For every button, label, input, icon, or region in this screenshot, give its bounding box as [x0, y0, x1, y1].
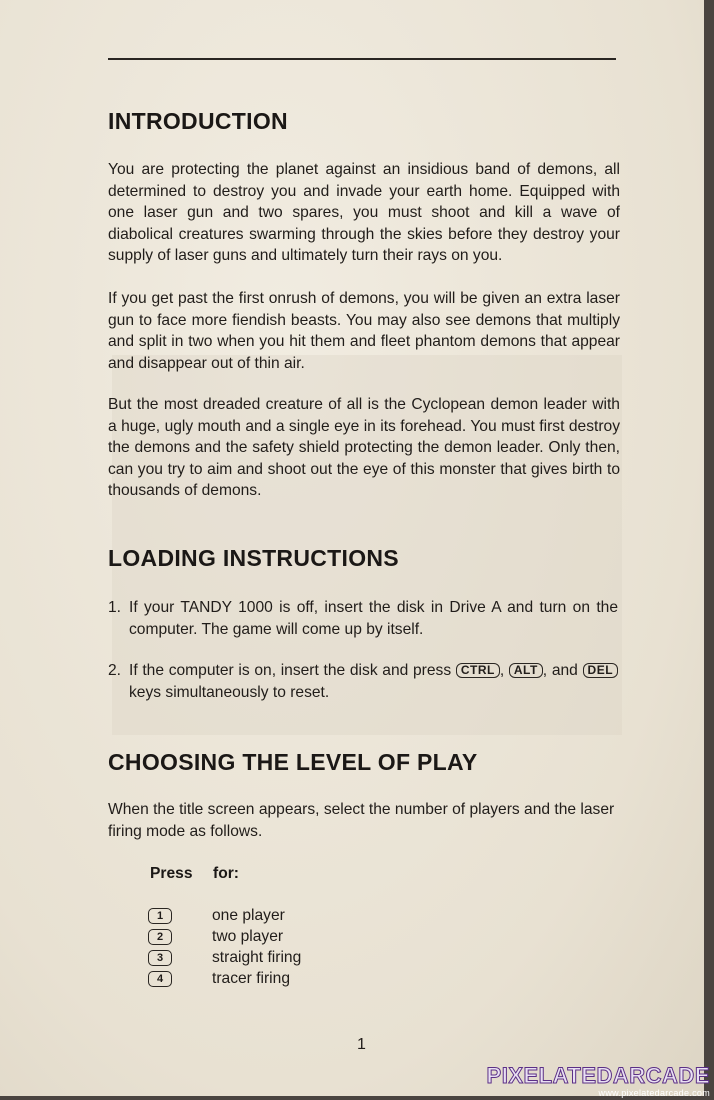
- column-for: for:: [213, 865, 239, 882]
- key-3-icon: 3: [148, 950, 172, 966]
- option-label: one player: [212, 907, 285, 924]
- introduction-heading-wrap: [108, 108, 620, 135]
- intro-paragraph-1-wrap: [108, 159, 620, 267]
- level-intro: When the title screen appears, select the number of players and the laser firing mode as follows.: [108, 801, 615, 840]
- watermark-brand: PIXELATEDARCADE: [486, 1063, 710, 1088]
- intro-paragraph-3: But the most dreaded creature of all is the Cyclopean demon leader with a huge, ugly mouth and a single eye in its forehead. You must first destroy the demons and the safety shield protecting the demon leader. Only then, can you try to aim and shoot out the eye of this monster that gives birth to thousands of demons.: [108, 396, 620, 500]
- intro-paragraph-2: If you get past the first onrush of demons, you will be given an extra laser gun to face more fiendish beasts. You may also see demons that multiply and split in two when you hit them and fleet phantom demons that appear and disappear out of thin air.: [108, 290, 620, 372]
- introduction-heading: INTRODUCTION: [108, 108, 288, 134]
- key-4-icon: 4: [148, 971, 172, 987]
- separator: , and: [542, 662, 583, 679]
- loading-heading: LOADING INSTRUCTIONS: [108, 545, 399, 571]
- step-2-text-before: If the computer is on, insert the disk and press: [129, 662, 456, 679]
- loading-heading-wrap: [108, 545, 620, 572]
- level-heading: CHOOSING THE LEVEL OF PLAY: [108, 749, 478, 775]
- option-label: two player: [212, 928, 284, 945]
- step-number: 1.: [108, 599, 122, 616]
- step-2-text-after: keys simultaneously to reset.: [129, 683, 330, 701]
- level-heading-wrap: [108, 749, 620, 776]
- option-label: straight firing: [212, 949, 302, 966]
- column-press: Press: [150, 865, 193, 882]
- alt-key-icon: ALT: [509, 663, 543, 678]
- key-2-icon: 2: [148, 929, 172, 945]
- page-number: 1: [357, 1036, 366, 1053]
- intro-paragraph-3-wrap: [108, 394, 620, 502]
- top-rule: [108, 58, 616, 60]
- intro-paragraph-2-wrap: [108, 288, 620, 374]
- loading-step-2: [108, 660, 618, 703]
- key-1-icon: 1: [148, 908, 172, 924]
- level-intro-wrap: [108, 799, 620, 842]
- option-label: tracer firing: [212, 970, 290, 987]
- del-key-icon: DEL: [583, 663, 619, 678]
- step-number: 2.: [108, 662, 122, 679]
- step-text: If your TANDY 1000 is off, insert the disk in Drive A and turn on the computer. The game will come up by itself.: [129, 599, 618, 638]
- watermark: [487, 1064, 710, 1098]
- ctrl-key-icon: CTRL: [456, 663, 500, 678]
- watermark-url: www.pixelatedarcade.com: [598, 1088, 710, 1098]
- intro-paragraph-1: You are protecting the planet against an insidious band of demons, all determined to destroy you and invade your earth home. Equipped with one laser gun and two spares, you must shoot and kill a wave of diabolical creatures swarming through the skies before they destroy your supply of laser guns and ultimately turn their rays on you.: [108, 161, 620, 265]
- loading-step-1: [108, 597, 618, 640]
- step-text: [129, 660, 618, 703]
- separator: ,: [499, 662, 509, 679]
